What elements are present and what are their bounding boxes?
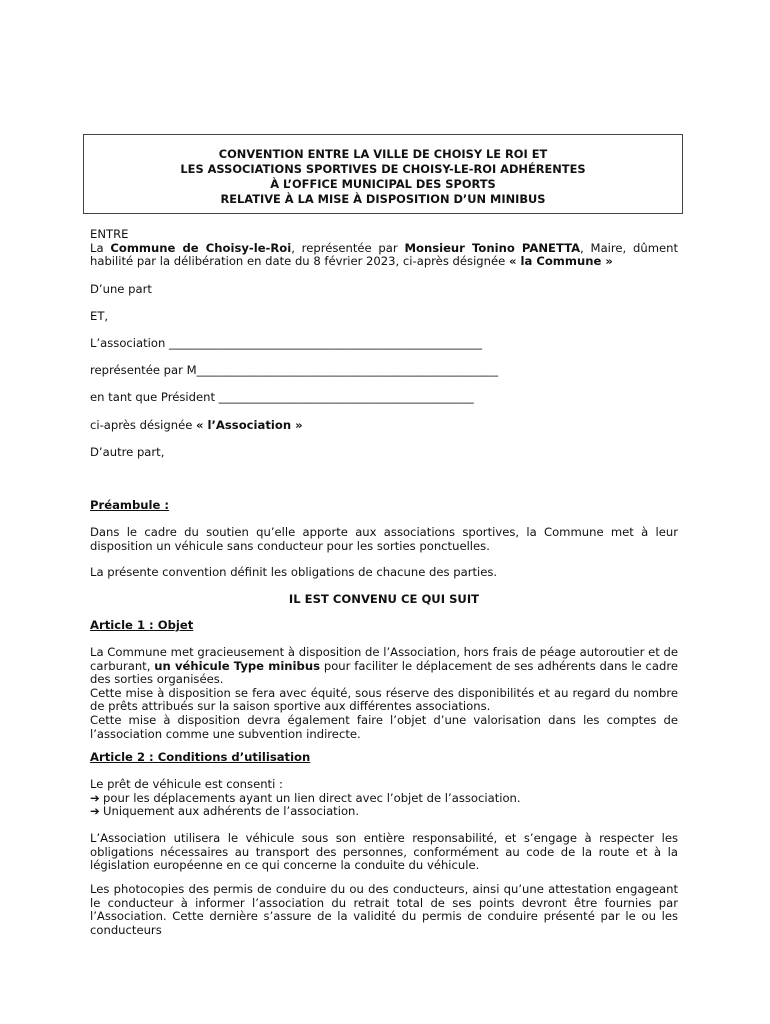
association-designation: ci-après désignée « l’Association » (90, 418, 303, 432)
association-field: L’association ______________________________________________________ (90, 336, 483, 350)
article-2-list (90, 778, 678, 819)
autre-part: D’autre part, (90, 445, 165, 459)
article-2-heading: Article 2 : Conditions d’utilisation (90, 750, 311, 764)
une-part: D’une part (90, 282, 152, 296)
title-line-2: LES ASSOCIATIONS SPORTIVES DE CHOISY-LE-ROI ADHÉRENTES (180, 162, 586, 176)
title-line-4: RELATIVE À LA MISE À DISPOSITION D’UN MINIBUS (220, 192, 546, 206)
maire-name: Monsieur Tonino PANETTA (404, 240, 581, 255)
preambule-paragraph: Dans le cadre du soutien qu’elle apporte aux associations sportives, la Commune met à leur disposition un véhicule sans conducteur pour les sorties ponctuelles. (90, 525, 678, 553)
arrow-right-icon: ➔ (90, 790, 100, 805)
article-1-heading: Article 1 : Objet (90, 618, 194, 632)
commune-line-1: La Commune de Choisy-le-Roi, représentée par Monsieur Tonino PANETTA, Maire, dûment (90, 240, 679, 255)
preambule-paragraph-2: La présente convention définit les obligations de chacune des parties. (90, 565, 498, 579)
article-2-paragraph-1: L’Association utilisera le véhicule sous son entière responsabilité, et s’engage à respecter les obligations nécessaires au transport des personnes, conformément au code de la route et à la législation européenne en ce qui concerne la conduite du véhicule. (90, 831, 678, 873)
preambule-heading: Préambule : (90, 498, 170, 512)
minibus-emphasis: un véhicule Type minibus (154, 658, 320, 673)
parties-block (90, 228, 678, 269)
arrow-right-icon: ➔ (90, 804, 100, 819)
entre-label: ENTRE (90, 227, 129, 241)
article-1-body: La Commune met gracieusement à disposition de l’Association, hors frais de péage autoroutier et de carburant, un véhicule Type minibus pour faciliter le déplacement de ses adhérents dans le cadre des sorties organisées. Cette mise à disposition se fera avec équité, sous réserve des disponibilités et au regard du nombre de prêts attribués sur la saison sportive aux différentes associations. Cette mise à disposition devra également faire l’objet d’une valorisation dans les comptes de l’association comme une subvention indirecte. (90, 645, 679, 741)
commune-designation: « la Commune » (508, 254, 613, 269)
convenu-heading: IL EST CONVENU CE QUI SUIT (288, 592, 480, 606)
title-box (83, 134, 683, 214)
list-item: ➔ Uniquement aux adhérents de l’association. (90, 804, 360, 819)
et-label: ET, (90, 309, 109, 323)
article-2-intro: Le prêt de véhicule est consenti : (90, 777, 283, 791)
list-item: ➔ pour les déplacements ayant un lien direct avec l’objet de l’association. (90, 790, 521, 805)
commune-name: Commune de Choisy-le-Roi (110, 240, 292, 255)
representee-field: représentée par M____________________________________________________ (90, 363, 499, 377)
article-2-paragraph-2: Les photocopies des permis de conduire du ou des conducteurs, ainsi qu’une attestation engageant le conducteur à informer l’association du retrait total de ses points devront être fournies par l’Association. Cette dernière s’assure de la validité du permis de conduire présenté par le ou les conducteurs (90, 882, 678, 937)
president-field: en tant que Président ____________________________________________ (90, 390, 474, 404)
title-line-3: À L’OFFICE MUNICIPAL DES SPORTS (270, 177, 496, 191)
commune-line-2: habilité par la délibération en date du 8 février 2023, ci-après désignée « la Commune » (90, 254, 613, 269)
title-line-1: CONVENTION ENTRE LA VILLE DE CHOISY LE ROI ET (218, 147, 548, 161)
